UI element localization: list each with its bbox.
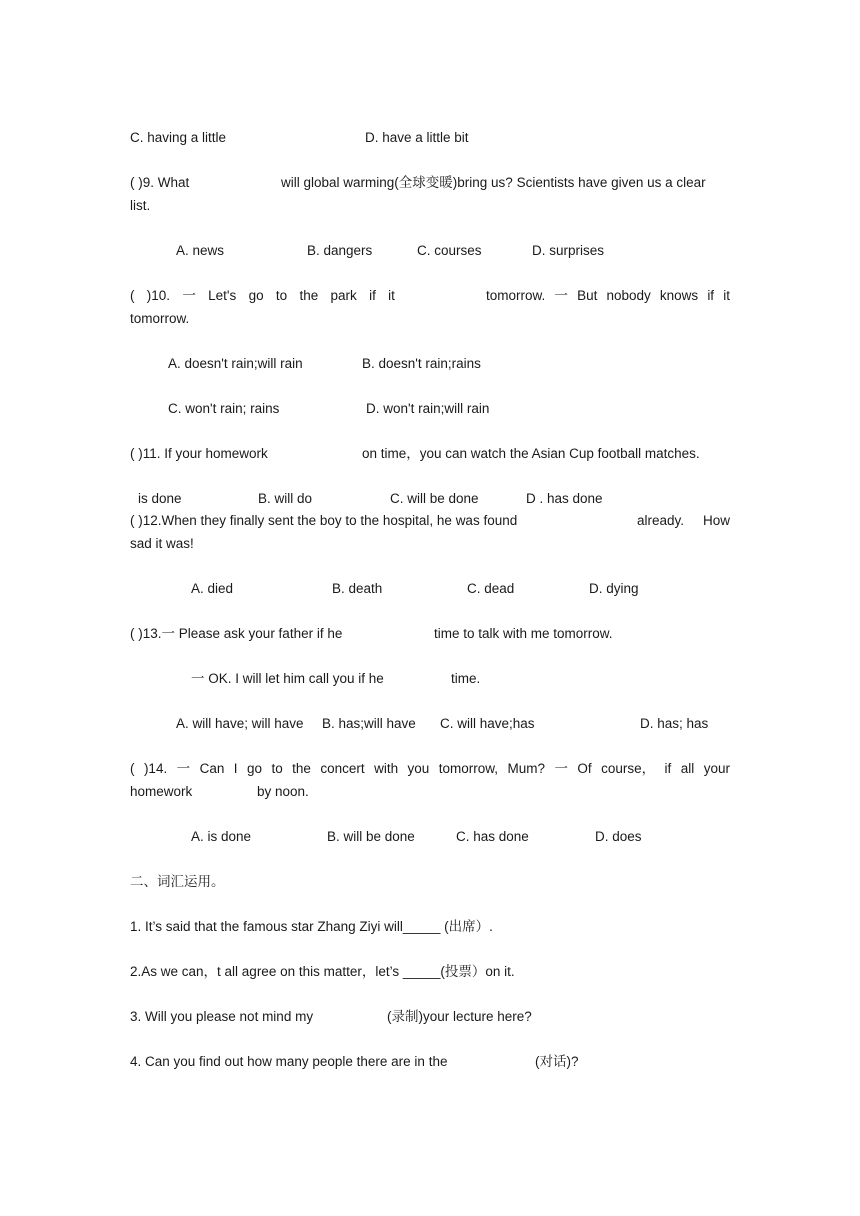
q10-word: knows — [659, 288, 699, 303]
q8-option-d: D. have a little bit — [365, 130, 469, 145]
q10-word: to — [275, 288, 288, 303]
q10-stem-part1 — [130, 287, 395, 305]
vocab-item-3: 3. Will you please not mind my — [130, 1009, 314, 1024]
q13-reply: 一 OK. I will let him call you if he — [191, 671, 384, 686]
q14-word: with — [374, 761, 399, 776]
q14-word: all — [680, 761, 695, 776]
q14-word: concert — [320, 761, 365, 776]
q10-word: tomorrow. — [486, 288, 546, 303]
q9-stem: will global warming(全球变暖)bring us? Scientists have given us a clear — [281, 175, 706, 190]
q12-option-b: B. death — [332, 581, 383, 596]
q12-option-c: C. dead — [467, 581, 515, 596]
q11-option-a: is done — [138, 491, 182, 506]
q10-word: )10. — [146, 288, 171, 303]
q10-word: go — [248, 288, 264, 303]
vocab-item-3-hint: (录制)your lecture here? — [387, 1009, 532, 1024]
q9-number: ( )9. What — [130, 175, 190, 190]
q10-option-a: A. doesn't rain;will rain — [168, 356, 303, 371]
q11-option-b: B. will do — [258, 491, 313, 506]
q9-option-b: B. dangers — [307, 243, 373, 258]
q10-word: But — [577, 288, 598, 303]
q10-stem-part2 — [486, 287, 730, 305]
q10-word: if — [707, 288, 715, 303]
vocab-item-1: 1. It’s said that the famous star Zhang Ziyi will_____ (出席）. — [130, 919, 493, 934]
q11-option-c: C. will be done — [390, 491, 479, 506]
q10-word: it — [723, 288, 730, 303]
q14-word: Mum? — [507, 761, 545, 776]
q14-stem-end: by noon. — [257, 784, 309, 799]
q13-option-d: D. has; has — [640, 716, 709, 731]
q10-word: Let's — [208, 288, 237, 303]
q14-word: your — [703, 761, 730, 776]
q14-word: course， — [601, 761, 656, 776]
q14-word: the — [292, 761, 311, 776]
q12-option-d: D. dying — [589, 581, 639, 596]
q14-option-a: A. is done — [191, 829, 252, 844]
q13-option-b: B. has;will have — [322, 716, 416, 731]
q12-word: How — [702, 513, 730, 528]
q10-word: it — [388, 288, 395, 303]
q11-stem: on time，you can watch the Asian Cup football matches. — [362, 446, 700, 461]
vocab-item-4-hint: (对话)? — [535, 1054, 579, 1069]
q14-word: if — [664, 761, 672, 776]
q9-option-c: C. courses — [417, 243, 482, 258]
q10-word: nobody — [606, 288, 651, 303]
q14-stem — [130, 760, 730, 778]
vocab-item-4: 4. Can you find out how many people there are in the — [130, 1054, 448, 1069]
q11-number: ( )11. If your homework — [130, 446, 268, 461]
q12-option-a: A. died — [191, 581, 234, 596]
q12-stem-part2 — [637, 512, 730, 530]
q14-word: to — [271, 761, 283, 776]
q9-option-a: A. news — [176, 243, 225, 258]
q12-word: already. — [637, 513, 685, 528]
q10-word: park — [330, 288, 357, 303]
q14-word: ( — [130, 761, 135, 776]
q14-word: 一 — [554, 761, 568, 776]
q11-option-d: D . has done — [526, 491, 603, 506]
q14-option-b: B. will be done — [327, 829, 415, 844]
q14-word: you — [407, 761, 430, 776]
q10-word: the — [299, 288, 319, 303]
q14-word: I — [233, 761, 238, 776]
q9-option-d: D. surprises — [532, 243, 605, 258]
q13-option-c: C. will have;has — [440, 716, 535, 731]
q13-stem: ( )13.一 Please ask your father if he — [130, 626, 343, 641]
q10-option-c: C. won't rain; rains — [168, 401, 280, 416]
q10-option-b: B. doesn't rain;rains — [362, 356, 481, 371]
q10-word: if — [369, 288, 376, 303]
q10-word: ( — [130, 288, 135, 303]
q9-stem-cont: list. — [130, 198, 151, 213]
q13-reply-end: time. — [451, 671, 481, 686]
q14-word: tomorrow, — [438, 761, 499, 776]
q14-option-c: C. has done — [456, 829, 529, 844]
q12-stem-cont: sad it was! — [130, 536, 194, 551]
q10-word: 一 — [182, 288, 196, 303]
q10-stem-cont: tomorrow. — [130, 311, 190, 326]
q14-word: 一 — [176, 761, 191, 776]
q14-stem-cont: homework — [130, 784, 193, 799]
q14-word: Can — [199, 761, 225, 776]
vocab-item-2: 2.As we can，t all agree on this matter，let’s _____(投票）on it. — [130, 964, 515, 979]
q14-option-d: D. does — [595, 829, 642, 844]
q13-stem-end: time to talk with me tomorrow. — [434, 626, 613, 641]
q8-option-c: C. having a little — [130, 130, 227, 145]
q12-stem: ( )12.When they finally sent the boy to the hospital, he was found — [130, 513, 518, 528]
q10-word: 一 — [554, 288, 568, 303]
q14-word: Of — [577, 761, 592, 776]
q14-word: go — [246, 761, 263, 776]
q10-option-d: D. won't rain;will rain — [366, 401, 490, 416]
section-title: 二、词汇运用。 — [130, 874, 225, 890]
q14-word: )14. — [143, 761, 168, 776]
q13-option-a: A. will have; will have — [176, 716, 304, 731]
